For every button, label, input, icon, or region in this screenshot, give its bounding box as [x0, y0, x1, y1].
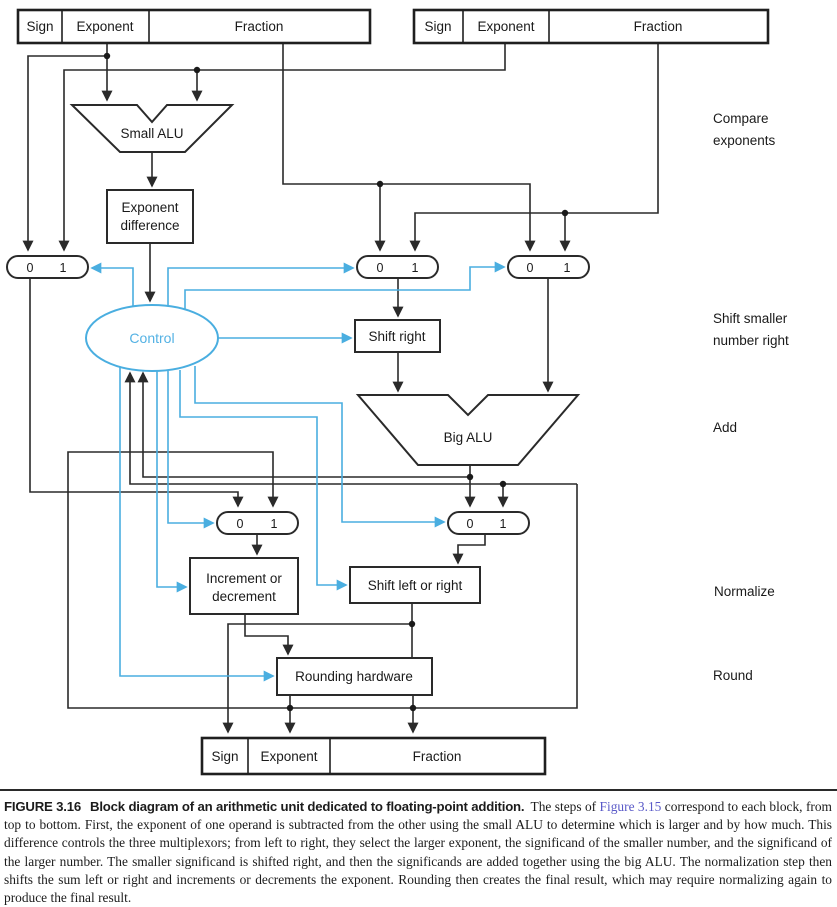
- right-sign-field: Sign: [424, 19, 452, 34]
- caption-title: Block diagram of an arithmetic unit dedicated to floating-point addition.: [90, 799, 525, 814]
- caption-body-after-link: correspond to each block, from top to bottom. First, the exponent of one operand is subtracted from the other using the small ALU to determine which is larger and by how much. This difference controls the three multiplexors; from left to right, they select the larger exponent, the significand of the smaller number, and the significand of the larger number. The smaller significand is shifted right, and then the significands are added together using the big ALU. The normalization step then shifts the sum left or right and increments or decrements the exponent. Rounding then creates the final result, which may require normalizing again to produce the final result.: [4, 799, 832, 906]
- big-alu-label: Big ALU: [443, 430, 493, 445]
- small-alu-label: Small ALU: [120, 126, 184, 141]
- mux-sum-select: [448, 512, 529, 534]
- exponent-difference-block: [107, 190, 193, 243]
- stage-shift-line2: number right: [713, 333, 789, 348]
- mux5-input0-label: 0: [466, 517, 474, 531]
- register-operand-right: [414, 10, 768, 43]
- mux4-input1-label: 1: [270, 517, 278, 531]
- rounding-hardware-block: [277, 658, 432, 695]
- shift-left-right-label: Shift left or right: [367, 578, 463, 593]
- figure-3-15-link[interactable]: Figure 3.15: [599, 799, 662, 814]
- stage-labels: [713, 111, 789, 683]
- mux2-input1-label: 1: [411, 261, 419, 275]
- wire-left-exponent-to-mux1-0: [28, 56, 107, 250]
- control-label: Control: [129, 330, 175, 346]
- result-sign-field: Sign: [211, 749, 239, 764]
- mux1-input1-label: 1: [59, 261, 67, 275]
- caption-figure-number: FIGURE 3.16: [4, 799, 82, 814]
- figure-caption: [0, 789, 837, 907]
- mux-exponent-select: [7, 256, 88, 278]
- right-exponent-field: Exponent: [477, 19, 535, 34]
- register-operand-left: [18, 10, 370, 43]
- ctrl-to-mux4-select: [168, 371, 213, 523]
- exp-diff-line2: difference: [120, 218, 180, 233]
- small-alu: [72, 105, 232, 152]
- mux1-input0-label: 0: [26, 261, 34, 275]
- mux-exponent-adjust: [217, 512, 298, 534]
- register-result: [202, 738, 545, 774]
- left-sign-field: Sign: [26, 19, 54, 34]
- wire-mux5-to-shift-left-right: [458, 534, 485, 563]
- increment-decrement-block: [190, 558, 298, 614]
- mux3-input1-label: 1: [563, 261, 571, 275]
- stage-normalize: Normalize: [714, 584, 775, 599]
- wire-increment-to-rounding: [245, 614, 288, 654]
- wire-right-fraction-to-mux2-1: [415, 43, 658, 250]
- mux-larger-significand: [508, 256, 589, 278]
- left-fraction-field: Fraction: [234, 19, 284, 34]
- mux2-input0-label: 0: [376, 261, 384, 275]
- mux4-input0-label: 0: [236, 517, 244, 531]
- caption-body-before-link: The steps of: [530, 799, 600, 814]
- mux5-input1-label: 1: [499, 517, 507, 531]
- ctrl-to-mux2-select: [168, 268, 353, 307]
- ctrl-to-mux3-select: [185, 267, 504, 309]
- increment-line1: Increment or: [206, 571, 282, 586]
- result-fraction-field: Fraction: [412, 749, 462, 764]
- stage-add: Add: [713, 420, 738, 435]
- mux3-input0-label: 0: [526, 261, 534, 275]
- stage-compare-line1: Compare: [713, 111, 769, 126]
- shift-right-block: [355, 320, 440, 352]
- control-unit: [86, 305, 218, 371]
- right-fraction-field: Fraction: [633, 19, 683, 34]
- stage-compare-line2: exponents: [713, 133, 776, 148]
- shift-left-right-block: [350, 567, 480, 603]
- ctrl-to-increment: [157, 371, 186, 587]
- stage-round: Round: [713, 668, 753, 683]
- left-exponent-field: Exponent: [76, 19, 134, 34]
- exp-diff-line1: Exponent: [121, 200, 179, 215]
- result-exponent-field: Exponent: [260, 749, 318, 764]
- mux-smaller-significand: [357, 256, 438, 278]
- ctrl-to-mux1-select: [92, 268, 133, 306]
- rounding-label: Rounding hardware: [295, 669, 413, 684]
- stage-shift-line1: Shift smaller: [713, 311, 788, 326]
- increment-line2: decrement: [212, 589, 276, 604]
- shift-right-label: Shift right: [368, 329, 426, 344]
- big-alu: [358, 395, 578, 465]
- wire-left-fraction-to-mux3-0: [283, 43, 530, 250]
